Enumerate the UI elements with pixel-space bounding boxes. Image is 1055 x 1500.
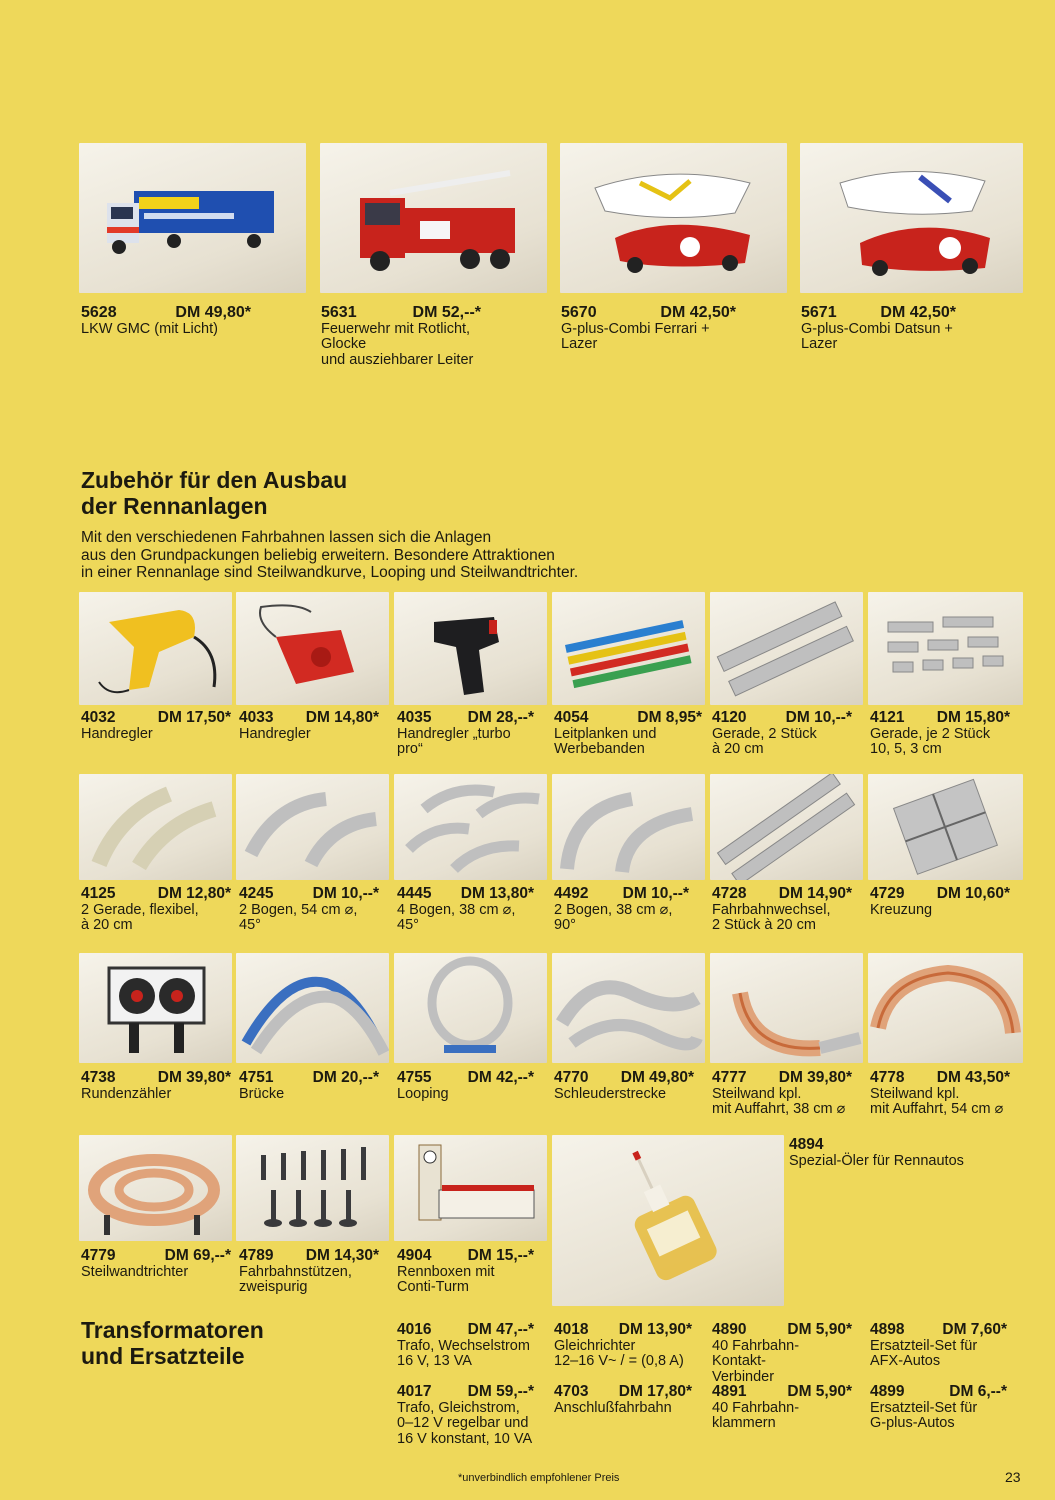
track-support-icon (236, 1135, 389, 1241)
photo-4779 (79, 1135, 232, 1241)
oil-bottle-icon (552, 1135, 784, 1306)
photo-4054 (552, 592, 705, 705)
product-4751: 4751 DM 20,--* Brücke (239, 1069, 379, 1102)
product-4018: 4018 DM 13,90* Gleichrichter 12–16 V~ / = (0,8 A) (554, 1321, 692, 1369)
product-4125: 4125 DM 12,80* 2 Gerade, flexibel, à 20 cm (81, 885, 231, 933)
race-car-icon (800, 143, 1023, 293)
banked-curve-icon (710, 953, 863, 1063)
flexible-track-icon (79, 774, 232, 880)
product-5628: 5628 DM 49,80* LKW GMC (mit Licht) (81, 304, 251, 337)
photo-4755 (394, 953, 547, 1063)
skid-track-icon (552, 953, 705, 1063)
page-number: 23 (1005, 1469, 1021, 1485)
banked-curve-icon (868, 953, 1023, 1063)
product-4789: 4789 DM 14,30* Fahrbahnstützen, zweispurig (239, 1247, 379, 1295)
controller-icon (394, 592, 547, 705)
photo-4120 (710, 592, 863, 705)
product-4120: 4120 DM 10,--* Gerade, 2 Stück à 20 cm (712, 709, 852, 757)
product-4778: 4778 DM 43,50* Steilwand kpl. mit Auffahrt, 54 cm ⌀ (870, 1069, 1010, 1117)
product-5671: 5671 DM 42,50* G-plus-Combi Datsun + Lazer (801, 304, 956, 352)
race-car-icon (560, 143, 787, 293)
product-4703: 4703 DM 17,80* Anschlußfahrbahn (554, 1383, 692, 1416)
product-4729: 4729 DM 10,60* Kreuzung (870, 885, 1010, 918)
product-4738: 4738 DM 39,80* Rundenzähler (81, 1069, 231, 1102)
loop-icon (394, 953, 547, 1063)
straight-track-icon (710, 592, 863, 705)
product-4898: 4898 DM 7,60* Ersatzteil-Set für AFX-Autos (870, 1321, 1007, 1369)
photo-5671 (800, 143, 1023, 293)
photo-4789 (236, 1135, 389, 1241)
photo-4035 (394, 592, 547, 705)
photo-4738 (79, 953, 232, 1063)
product-4121: 4121 DM 15,80* Gerade, je 2 Stück 10, 5, 3 cm (870, 709, 1010, 757)
photo-4904 (394, 1135, 547, 1241)
bridge-icon (236, 953, 389, 1063)
photo-4728 (710, 774, 863, 880)
crossing-icon (868, 774, 1023, 880)
photo-4445 (394, 774, 547, 880)
fire-truck-icon (320, 143, 547, 293)
photo-4751 (236, 953, 389, 1063)
curve-track-icon (236, 774, 389, 880)
product-4035: 4035 DM 28,--* Handregler „turbo pro“ (397, 709, 534, 757)
funnel-track-icon (79, 1135, 232, 1241)
product-4032: 4032 DM 17,50* Handregler (81, 709, 231, 742)
product-4445: 4445 DM 13,80* 4 Bogen, 38 cm ⌀, 45° (397, 885, 534, 933)
photo-5670 (560, 143, 787, 293)
photo-4121 (868, 592, 1023, 705)
photo-4245 (236, 774, 389, 880)
truck-icon (79, 143, 306, 293)
photo-4033 (236, 592, 389, 705)
pit-box-icon (394, 1135, 547, 1241)
product-4891: 4891 DM 5,90* 40 Fahrbahn- klammern (712, 1383, 852, 1431)
product-4728: 4728 DM 14,90* Fahrbahnwechsel, 2 Stück à 20 cm (712, 885, 852, 933)
curve-track-icon (552, 774, 705, 880)
product-4755: 4755 DM 42,--* Looping (397, 1069, 534, 1102)
curve-track-icon (394, 774, 547, 880)
product-4492: 4492 DM 10,--* 2 Bogen, 38 cm ⌀, 90° (554, 885, 689, 933)
photo-5631 (320, 143, 547, 293)
section-heading-accessories: Zubehör für den Ausbau der Rennanlagen (81, 467, 348, 519)
product-4033: 4033 DM 14,80* Handregler (239, 709, 379, 742)
product-4054: 4054 DM 8,95* Leitplanken und Werbebanden (554, 709, 702, 757)
photo-4777 (710, 953, 863, 1063)
product-4894: 4894 Spezial-Öler für Rennautos (789, 1136, 964, 1169)
photo-4778 (868, 953, 1023, 1063)
product-4016: 4016 DM 47,--* Trafo, Wechselstrom 16 V, 13 VA (397, 1321, 534, 1369)
product-4779: 4779 DM 69,--* Steilwandtrichter (81, 1247, 231, 1280)
product-4770: 4770 DM 49,80* Schleuderstrecke (554, 1069, 694, 1102)
photo-4894 (552, 1135, 784, 1306)
product-4245: 4245 DM 10,--* 2 Bogen, 54 cm ⌀, 45° (239, 885, 379, 933)
section-heading-trafo: Transformatoren und Ersatzteile (81, 1317, 264, 1369)
product-5670: 5670 DM 42,50* G-plus-Combi Ferrari + Lazer (561, 304, 736, 352)
photo-4125 (79, 774, 232, 880)
guardrail-icon (552, 592, 705, 705)
straight-track-icon (868, 592, 1023, 705)
controller-icon (236, 592, 389, 705)
price-footnote: *unverbindlich empfohlener Preis (458, 1472, 620, 1484)
photo-4729 (868, 774, 1023, 880)
product-5631: 5631 DM 52,--* Feuerwehr mit Rotlicht, Glocke und ausziehbarer Leiter (321, 304, 481, 368)
section-intro: Mit den verschiedenen Fahrbahnen lassen sich die Anlagen aus den Grundpackungen beliebig erweitern. Besondere Attraktionen in einer Rennanlage sind Steilwandkurve, Looping und Steilwandtrichter. (81, 529, 579, 581)
controller-icon (79, 592, 232, 705)
product-4904: 4904 DM 15,--* Rennboxen mit Conti-Turm (397, 1247, 534, 1295)
product-4899: 4899 DM 6,--* Ersatzteil-Set für G-plus-Autos (870, 1383, 1007, 1431)
photo-4492 (552, 774, 705, 880)
lane-change-icon (710, 774, 863, 880)
photo-4770 (552, 953, 705, 1063)
product-4890: 4890 DM 5,90* 40 Fahrbahn-Kontakt- Verbinder (712, 1321, 852, 1385)
photo-4032 (79, 592, 232, 705)
product-4017: 4017 DM 59,--* Trafo, Gleichstrom, 0–12 V regelbar und 16 V konstant, 10 VA (397, 1383, 534, 1447)
photo-5628 (79, 143, 306, 293)
lap-counter-icon (79, 953, 232, 1063)
product-4777: 4777 DM 39,80* Steilwand kpl. mit Auffahrt, 38 cm ⌀ (712, 1069, 852, 1117)
